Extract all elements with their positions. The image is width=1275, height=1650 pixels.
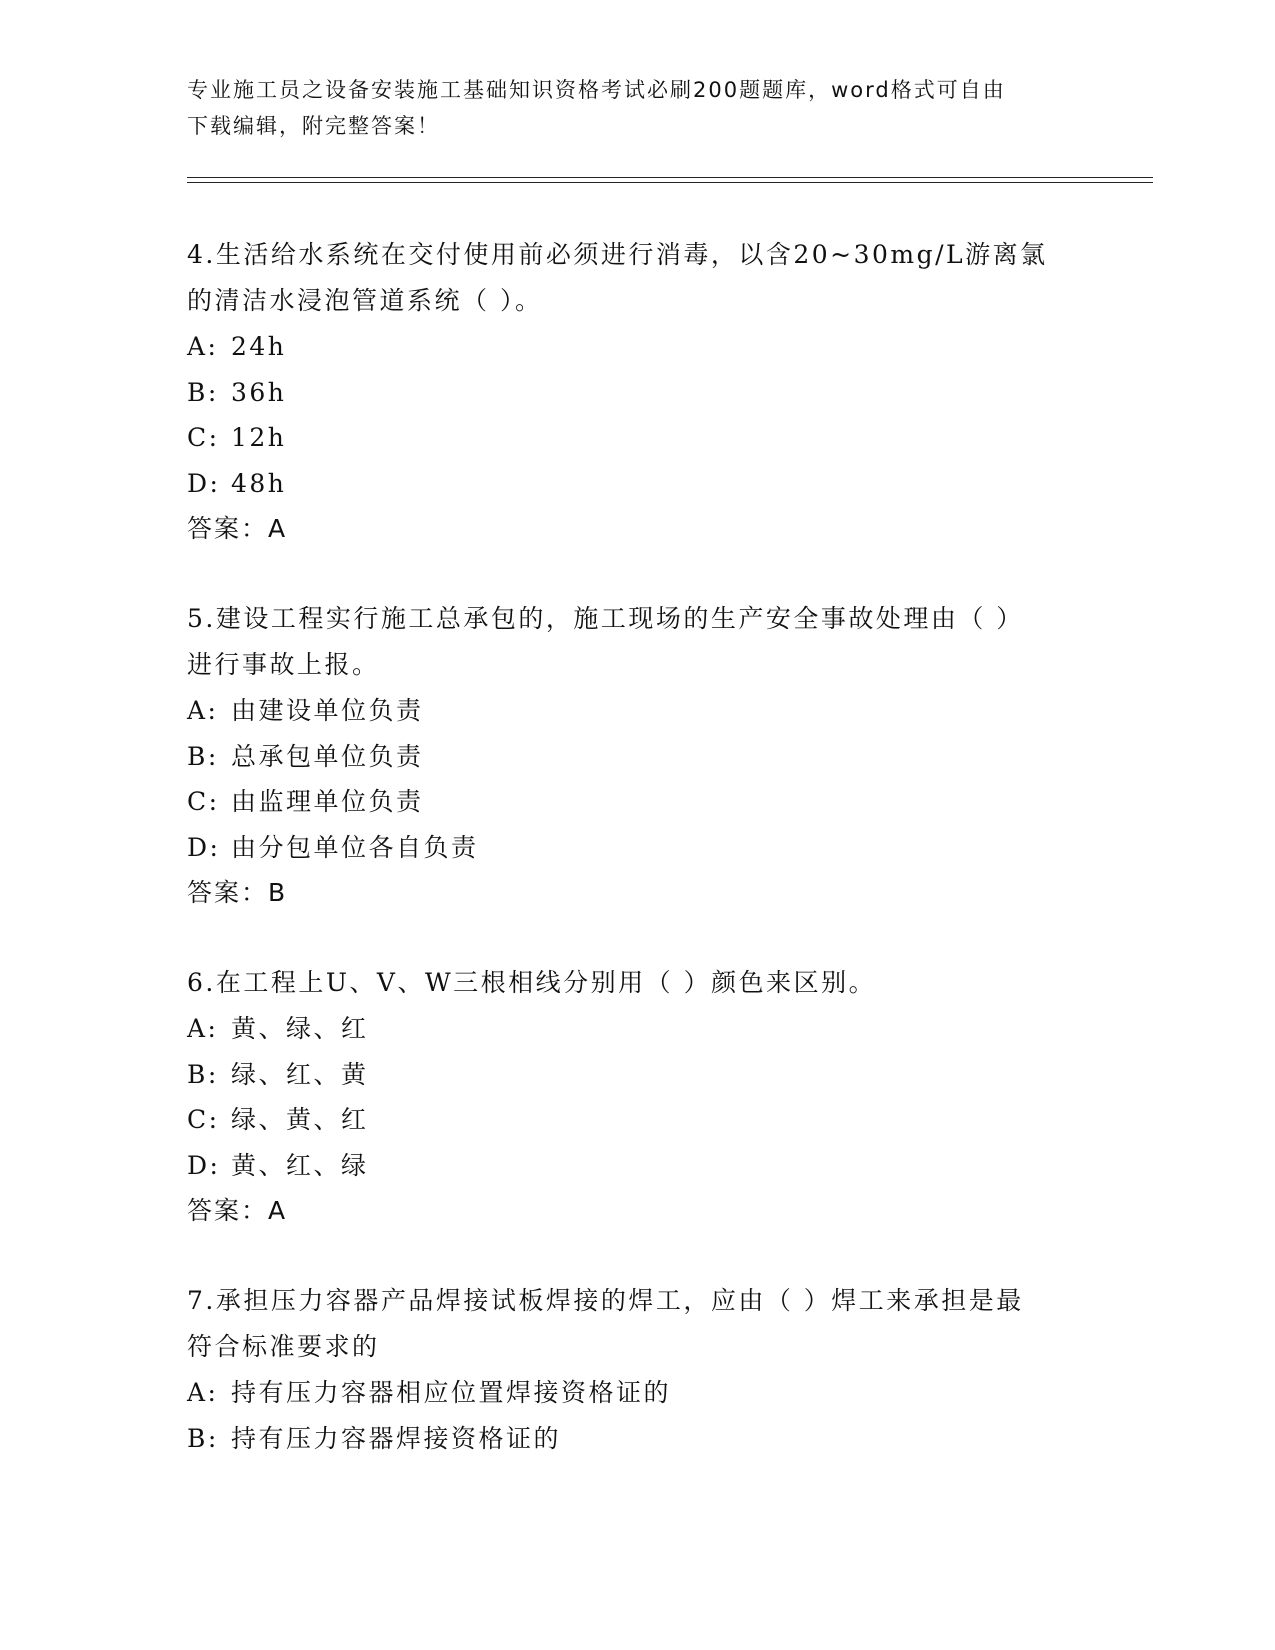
option-d <box>187 461 1087 507</box>
option-b <box>187 1416 1087 1462</box>
option-label: C: <box>187 787 220 816</box>
question-text-line-1: 6.在工程上U、V、W三根相线分别用（ ）颜色来区别。 <box>187 968 877 997</box>
option-d <box>187 1143 1087 1189</box>
option-b <box>187 370 1087 416</box>
option-a <box>187 688 1087 734</box>
option-c <box>187 779 1087 825</box>
option-text: 黄、绿、红 <box>231 1014 369 1043</box>
option-label: B: <box>187 1059 219 1089</box>
option-text: 48h <box>231 468 287 498</box>
question-text-line-2: 进行事故上报。 <box>187 650 380 679</box>
option-label: A: <box>187 1014 219 1043</box>
option-text: 24h <box>231 332 287 361</box>
answer: 答案：A <box>187 1196 288 1225</box>
option-label: B: <box>187 377 219 407</box>
question-text-line-2: 符合标准要求的 <box>187 1332 380 1361</box>
question-5 <box>187 596 1087 916</box>
question-6 <box>187 960 1087 1234</box>
option-text: 36h <box>231 377 287 407</box>
header-divider-bottom <box>187 182 1153 183</box>
option-text: 由建设单位负责 <box>231 696 424 725</box>
option-label: C: <box>187 1105 220 1134</box>
answer: 答案：B <box>187 878 288 907</box>
option-b <box>187 1052 1087 1098</box>
option-d <box>187 825 1087 871</box>
option-label: B: <box>187 1423 219 1453</box>
option-text: 12h <box>231 423 287 452</box>
option-label: A: <box>187 332 219 361</box>
header-divider-top <box>187 177 1153 178</box>
question-text-line-1: 5.建设工程实行施工总承包的，施工现场的生产安全事故处理由（ ） <box>187 604 1024 633</box>
option-text: 绿、红、黄 <box>231 1059 369 1089</box>
option-a <box>187 1370 1087 1416</box>
option-label: D: <box>187 1150 221 1180</box>
answer: 答案：A <box>187 514 288 543</box>
document-header <box>187 72 1067 144</box>
option-text: 持有压力容器相应位置焊接资格证的 <box>231 1378 672 1407</box>
header-line-1: 专业施工员之设备安装施工基础知识资格考试必刷200题题库，word格式可自由 <box>187 78 1006 102</box>
question-text-line-1: 7.承担压力容器产品焊接试板焊接的焊工，应由（ ）焊工来承担是最 <box>187 1286 1024 1315</box>
question-text-line-1: 4.生活给水系统在交付使用前必须进行消毒，以含20~30mg/L游离氯 <box>187 240 1048 269</box>
option-a <box>187 324 1087 370</box>
option-text: 持有压力容器焊接资格证的 <box>231 1423 562 1453</box>
option-label: B: <box>187 741 219 771</box>
option-c <box>187 1097 1087 1143</box>
question-7 <box>187 1278 1087 1461</box>
question-4 <box>187 232 1087 552</box>
option-label: D: <box>187 832 221 862</box>
option-b <box>187 734 1087 780</box>
option-label: D: <box>187 468 221 498</box>
header-line-2: 下载编辑，附完整答案！ <box>187 114 440 138</box>
option-label: A: <box>187 1378 219 1407</box>
question-text-line-2: 的清洁水浸泡管道系统（ ）。 <box>187 286 543 315</box>
option-text: 由分包单位各自负责 <box>231 832 479 862</box>
option-c <box>187 415 1087 461</box>
option-label: A: <box>187 696 219 725</box>
option-a <box>187 1006 1087 1052</box>
option-text: 黄、红、绿 <box>231 1150 369 1180</box>
option-text: 绿、黄、红 <box>231 1105 369 1134</box>
option-text: 由监理单位负责 <box>231 787 424 816</box>
option-text: 总承包单位负责 <box>231 741 424 771</box>
option-label: C: <box>187 423 220 452</box>
